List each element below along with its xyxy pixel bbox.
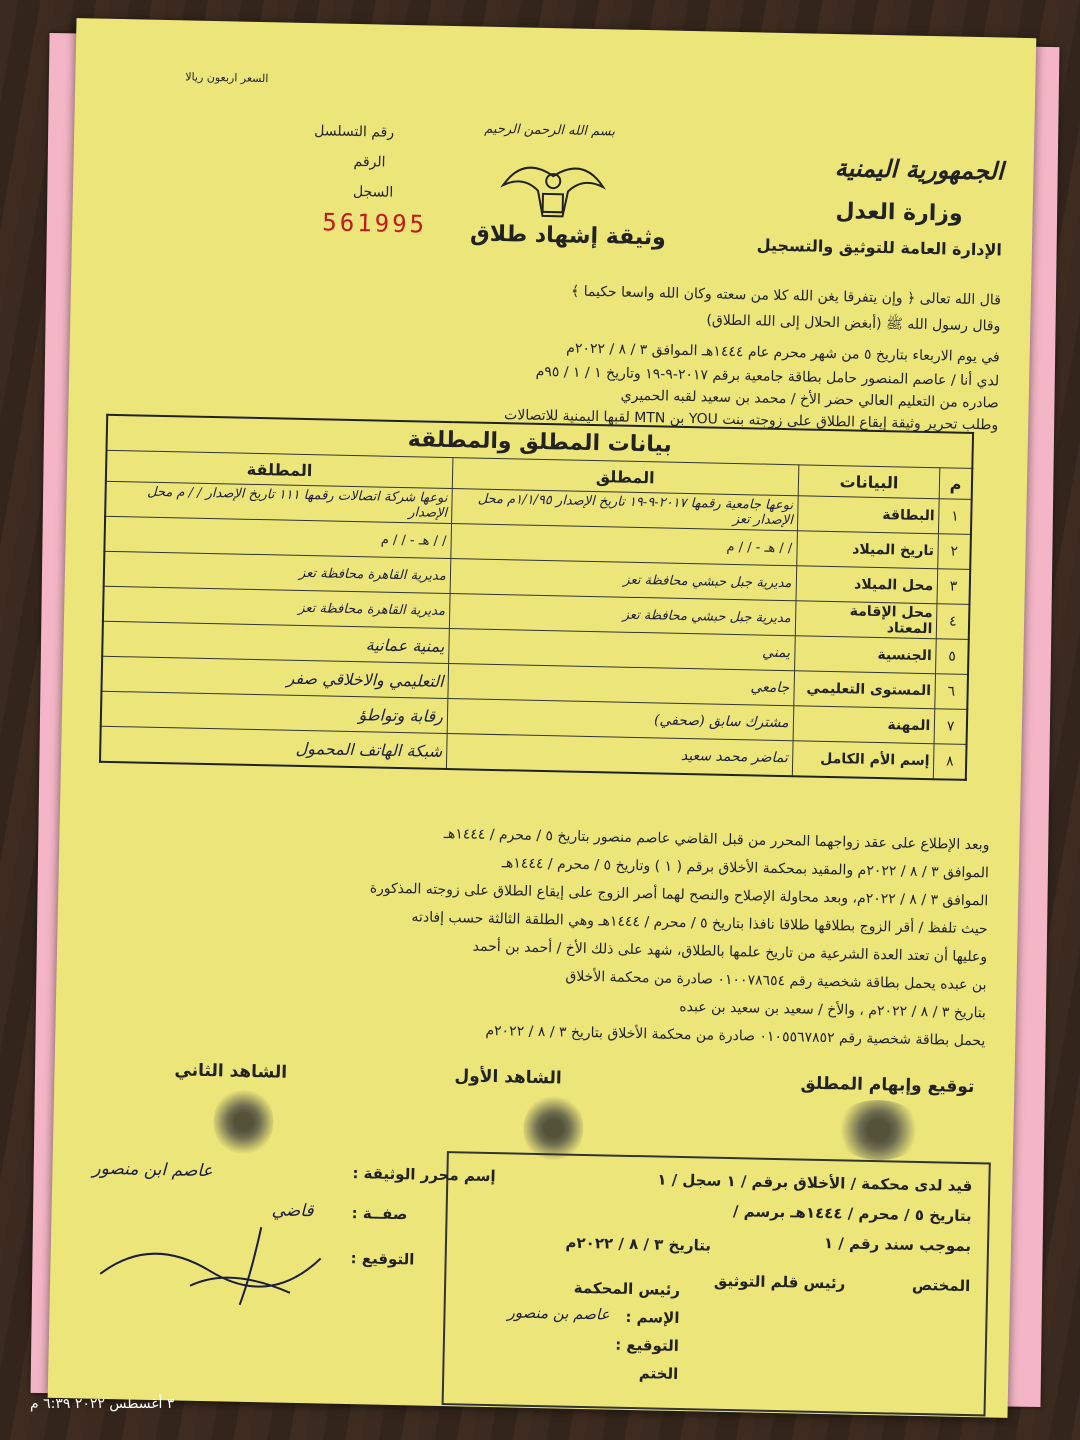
reg-line-1: قيد لدى محكمة / الأخلاق برقم / ١ سجل / ١ <box>657 1170 973 1196</box>
hadith-quote: وقال رسول الله ﷺ (أبغض الحلال إلى الله الطلاق) <box>706 312 1001 335</box>
row-number: ٨ <box>934 744 967 780</box>
wife-value: شبكة الهاتف المحمول <box>100 726 447 769</box>
sign-label: التوقيع : <box>614 1335 680 1356</box>
table-header: المطلق <box>452 458 798 496</box>
reg-line-3: بموجب سند رقم / ١ <box>823 1234 972 1256</box>
name-label: الإسم : <box>625 1307 680 1328</box>
seal-label: الختم <box>638 1364 679 1383</box>
writer-role-label: صفــة : <box>351 1204 408 1224</box>
row-label: الجنسية <box>794 636 936 674</box>
wife-value: نوعها شركة اتصالات رقمها ١١١ تاريخ الإصدار / / م محل الإصدار <box>105 481 452 523</box>
wife-value: التعليمي والاخلاقي صفر <box>101 656 448 698</box>
row-label: محل الميلاد <box>796 566 938 604</box>
witness2-fingerprint-icon <box>213 1086 274 1157</box>
body-line-2: الموافق ٣ / ٨ / ٢٠٢٢م والمقيد بمحكمة الأخلاق برقم ( ١ ) وتاريخ ٥ / محرم / ١٤٤٤هـ <box>501 855 990 882</box>
body-line-6: بن عبده يحمل بطاقة شخصية رقم ٠١٠٠٧٨٦٥٤ صادرة من محكمة الأخلاق <box>565 968 987 994</box>
reg-line-2: بتاريخ ٥ / محرم / ١٤٤٤هـ برسم / <box>732 1202 972 1226</box>
row-number: ١ <box>939 499 972 535</box>
price-note: السعر اربعون ريالا <box>185 70 269 86</box>
husband-value: مشترك سابق (صحفي) <box>447 699 793 741</box>
wife-value: مديرية القاهرة محافظة تعز <box>104 551 451 593</box>
table-header: البيانات <box>798 465 940 499</box>
row-label: تاريخ الميلاد <box>796 531 938 569</box>
specialist-label: المختص <box>911 1275 971 1296</box>
husband-value: مديرية جبل حبشي محافظة تعز <box>449 594 795 636</box>
husband-signature-label: توقيع وإبهام المطلق <box>800 1073 975 1098</box>
row-label: إسم الأم الكامل <box>792 741 934 779</box>
husband-value: مديرية جبل حبشي محافظة تعز <box>450 559 796 601</box>
writer-name-label: إسم محرر الوثيقة : <box>352 1164 496 1186</box>
row-label: المستوى التعليمي <box>793 671 935 709</box>
husband-value: جامعي <box>448 664 794 706</box>
wife-value: رقابة وتواطؤ <box>101 691 448 733</box>
row-label: البطاقة <box>797 496 939 534</box>
husband-value: يمني <box>448 629 794 671</box>
photo-timestamp: ٣ أغسطس ٢٠٢٢ ٦:٣٩ م <box>30 1396 175 1412</box>
reg-line-4: بتاريخ ٣ / ٨ / ٢٠٢٢م <box>565 1233 712 1255</box>
doc-title: وثيقة إشهاد طلاق <box>469 221 667 251</box>
table-header: المطلقة <box>106 450 453 488</box>
body-line-4: حيث تلفظ / أقر الزوج بطلاقها طلاقا نافذا بتاريخ ٥ / محرم / ١٤٤٤هـ وهي الطلقة الثالثة حسب إفادته <box>411 909 988 938</box>
divorce-data-table <box>99 414 974 781</box>
table-title: بيانات المطلق والمطلقة <box>107 415 974 469</box>
husband-fingerprint-icon <box>833 1099 924 1161</box>
writer-role: قاضي <box>271 1200 314 1222</box>
body-line-5: وعليها أن تعتد العدة الشرعية من تاريخ علمها بالطلاق، شهد على ذلك الأخ / أحمد بن أحمد <box>472 938 988 966</box>
wife-value: يمنية عمانية <box>102 621 449 663</box>
republic-title: الجمهورية اليمنية <box>834 154 1004 186</box>
witness2-label: الشاهد الثاني <box>174 1060 288 1083</box>
row-number: ٦ <box>935 674 968 710</box>
intro-line-3: صادره من التعليم العالي حضر الأخ / محمد بن سعيد لقبه الحميري <box>620 387 999 412</box>
row-number: ٧ <box>934 709 967 745</box>
court-head-name: عاصم بن منصور <box>507 1303 610 1324</box>
row-label: المهنة <box>793 706 935 744</box>
row-number: ٣ <box>937 569 970 605</box>
serial-number: 561995 <box>322 208 428 239</box>
writer-signature-icon <box>90 1214 332 1309</box>
table-header: م <box>940 468 973 500</box>
number-label: الرقم <box>353 153 386 171</box>
intro-line-1: في يوم الاربعاء بتاريخ ٥ من شهر محرم عام ١٤٤٤هـ الموافق ٣ / ٨ / ٢٠٢٢م <box>566 340 1000 366</box>
intro-line-2: لدي أنا / عاصم المنصور حامل بطاقة جامعية برقم ٢٠١٧-٩-١٩ وتاريخ ١ / ١ / ٩٥م <box>535 363 1000 390</box>
body-line-1: وبعد الإطلاع على عقد زواجهما المحرر من قبل القاضي عاصم منصور بتاريخ ٥ / محرم / ١٤٤٤هـ <box>443 825 990 854</box>
department-title: الإدارة العامة للتوثيق والتسجيل <box>756 235 1003 260</box>
body-line-3: الموافق ٣ / ٨ / ٢٠٢٢م، وبعد محاولة الإصلاح والنصح لهما أصر الزوج على إيقاع الطلاق على زوجته المذكورة <box>369 880 989 910</box>
husband-value: / / هـ - / / م <box>451 524 797 566</box>
court-head-label: رئيس المحكمة <box>573 1278 681 1300</box>
row-number: ٤ <box>937 604 970 640</box>
husband-value: تماضر محمد سعيد <box>446 734 792 777</box>
row-label: محل الإقامة المعتاد <box>795 601 937 639</box>
basmala: بسم الله الرحمن الرحيم <box>484 121 616 140</box>
intro-line-4: وطلب تحرير وثيقة إيقاع الطلاق على زوجته بنت YOU بن MTN لقبها اليمنية للاتصالات <box>503 407 999 434</box>
ministry-title: وزارة العدل <box>835 199 963 227</box>
row-number: ٢ <box>938 534 971 570</box>
writer-sign-label: التوقيع : <box>350 1249 415 1269</box>
register-label: السجل <box>352 183 394 201</box>
husband-value: نوعها جامعية رقمها ٢٠١٧-٩-١٩ تاريخ الإصدار ١/١/٩٥م محل الإصدار تعز <box>451 489 797 531</box>
serial-label: رقم التسلسل <box>314 123 395 141</box>
body-line-8: يحمل بطاقة شخصية رقم ٠١٠٥٥٦٧٨٥٢ صادرة من محكمة الأخلاق بتاريخ ٣ / ٨ / ٢٠٢٢م <box>485 1022 986 1050</box>
head-doc-label: رئيس قلم التوثيق <box>713 1271 846 1293</box>
writer-name: عاصم ابن منصور <box>92 1158 213 1182</box>
wife-value: مديرية القاهرة محافظة تعز <box>103 586 450 628</box>
row-number: ٥ <box>936 639 969 675</box>
witness1-label: الشاهد الأول <box>454 1066 562 1089</box>
body-line-7: بتاريخ ٣ / ٨ / ٢٠٢٢م ، والأخ / سعيد بن سعيد بن عبده <box>679 998 987 1022</box>
quran-quote: قال الله تعالى ﴿ وإن يتفرقا يغن الله كلا من سعته وكان الله واسعا حكيما ﴾ <box>570 283 1002 309</box>
eagle-emblem-icon <box>492 145 614 227</box>
wife-value: / / هـ - / / م <box>104 516 451 558</box>
document-paper <box>48 18 1037 1418</box>
